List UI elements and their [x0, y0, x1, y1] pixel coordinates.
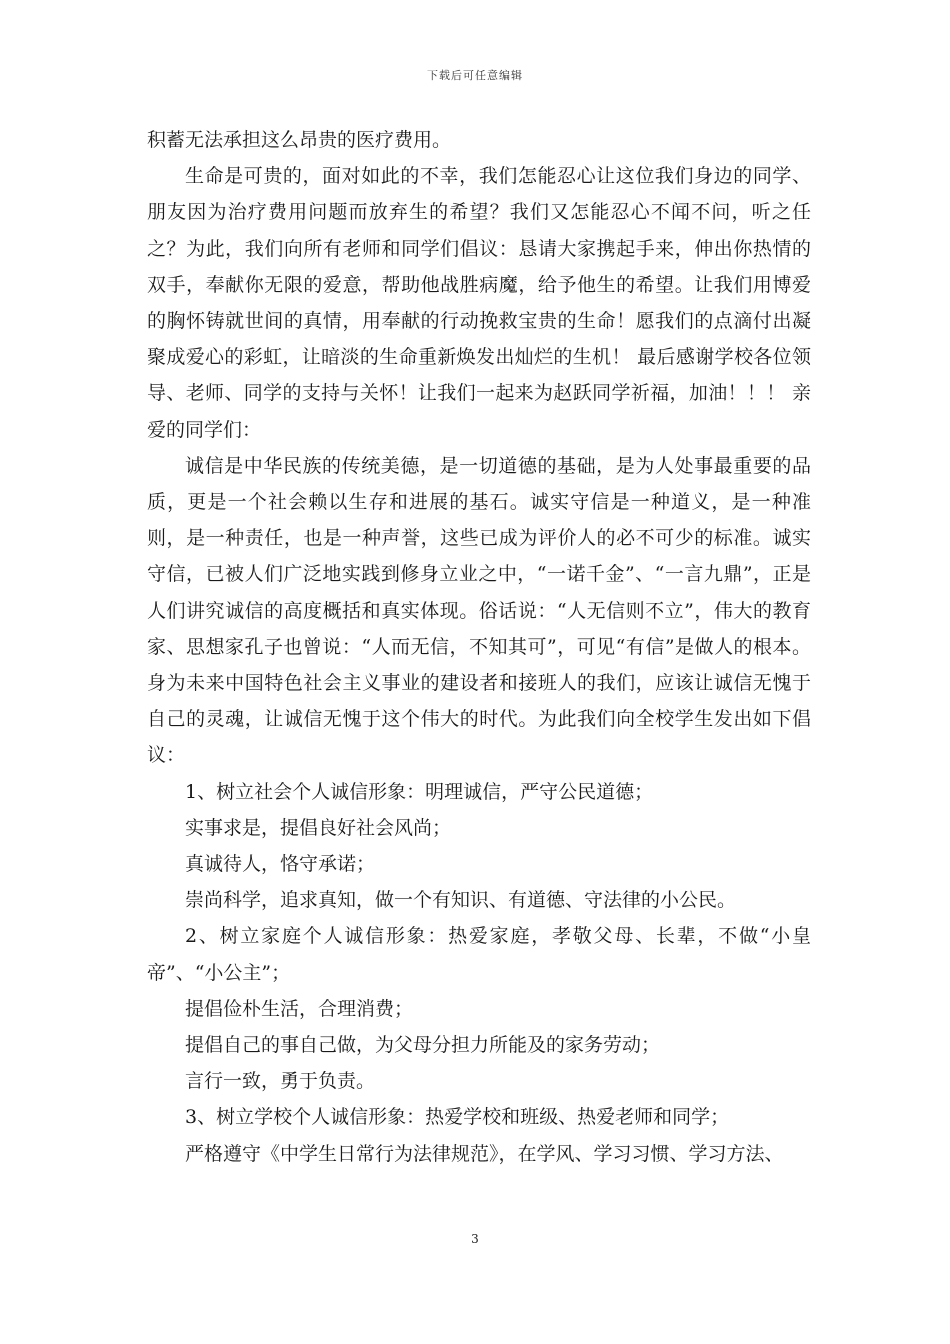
- list-item: 实事求是，提倡良好社会风尚；: [185, 816, 452, 839]
- paragraph: 诚信是中华民族的传统美德，是一切道德的基础，是为人处事最重要的品质，更是一个社会赖以生存和进展的基石。诚实守信是一种道义，是一种准则，是一种责任，也是一种声誉，这些已成为评价人的必不可少的标准。诚实守信，已被人们广泛地实践到修身立业之中，“一诺千金”、“一言九鼎”，正是人们讲究诚信的高度概括和真实体现。俗话说：“人无信则不立”，伟大的教育家、思想家孔子也曾说：“人而无信，不知其可”，可见“有信”是做人的根本。身为未来中国特色社会主义事业的建设者和接班人的我们，应该让诚信无愧于自己的灵魂，让诚信无愧于这个伟大的时代。为此我们向全校学生发出如下倡议：: [147, 454, 811, 767]
- list-item: 严格遵守《中学生日常行为法律规范》，在学风、学习习惯、学习方法、: [185, 1142, 784, 1165]
- list-item: 真诚待人，恪守承诺；: [185, 853, 376, 876]
- paragraph: 生命是可贵的，面对如此的不幸，我们怎能忍心让这位我们身边的同学、朋友因为治疗费用问题而放弃生的希望？我们又怎能忍心不闻不问，听之任之？为此，我们向所有老师和同学们倡议：恳请大家携起手来，伸出你热情的双手，奉献你无限的爱意，帮助他战胜病魔，给予他生的希望。让我们用博爱的胸怀铸就世间的真情，用奉献的行动挽救宝贵的生命！愿我们的点滴付出凝聚成爱心的彩虹，让暗淡的生命重新焕发出灿烂的生机！ 最后感谢学校各位领导、老师、同学的支持与关怀！让我们一起来为赵跃同学祈福，加油！！！ 亲爱的同学们：: [147, 165, 811, 441]
- list-item: 1、树立社会个人诚信形象：明理诚信，严守公民道德；: [185, 780, 654, 803]
- list-item: 提倡俭朴生活，合理消费；: [185, 997, 414, 1020]
- list-item: 2、树立家庭个人诚信形象：热爱家庭，孝敬父母、长辈，不做“小皇帝”、“小公主”；: [147, 925, 811, 984]
- paragraph: 积蓄无法承担这么昂贵的医疗费用。: [147, 129, 452, 151]
- list-item: 提倡自己的事自己做，为父母分担力所能及的家务劳动；: [185, 1034, 661, 1057]
- list-item: 言行一致，勇于负责。: [185, 1070, 376, 1093]
- list-item: 3、树立学校个人诚信形象：热爱学校和班级、热爱老师和同学；: [185, 1106, 730, 1129]
- document-body: [147, 122, 811, 1172]
- page-header: 下载后可任意编辑: [427, 69, 523, 82]
- list-item: 崇尚科学，追求真知，做一个有知识、有道德、守法律的小公民。: [185, 889, 737, 912]
- page-number: 3: [471, 1232, 479, 1246]
